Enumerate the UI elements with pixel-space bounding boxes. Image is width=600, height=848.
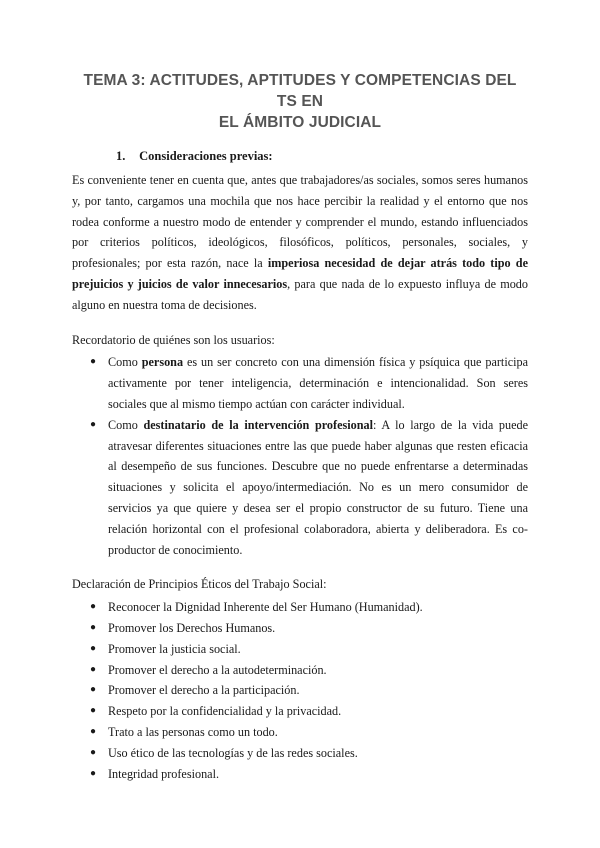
bullet-icon: ●	[90, 642, 97, 654]
list-item	[72, 415, 528, 561]
principle-text: Promover los Derechos Humanos.	[108, 620, 276, 635]
user-item-bold: persona	[141, 355, 184, 370]
page-title	[72, 70, 528, 133]
user-item-text: : A lo largo de la vida puede atravesar diferentes situaciones entre las que puede haber algunas que resten eficacia al desempeño de sus funciones. Descubre que no puede enfrentarse a determinadas situaciones y solicita el apoyo/intermediación. No es un mero consumidor de servicios ya que quiere y desea ser el propio constructor de su futuro. Tiene una relación horizontal con el profesional colaboradora, abierta y deliberadora. Es co-productor de conocimiento.	[108, 417, 529, 557]
list-item	[72, 743, 528, 764]
section-heading	[116, 149, 528, 164]
principle-text: Promover el derecho a la participación.	[108, 683, 300, 698]
list-item	[72, 764, 528, 785]
user-item-bold: destinatario de la intervención profesional	[143, 417, 373, 432]
principle-text: Promover el derecho a la autodeterminación.	[108, 662, 327, 677]
intro-text-part-2: , para que nada de lo expuesto influya de modo alguno en nuestra toma de decisiones.	[72, 276, 528, 312]
list-item	[72, 639, 528, 660]
principle-text: Promover la justicia social.	[108, 641, 241, 656]
bullet-icon: ●	[90, 684, 97, 696]
bullet-icon: ●	[90, 767, 97, 779]
bullet-icon: ●	[90, 418, 97, 430]
principle-text: Trato a las personas como un todo.	[108, 724, 278, 739]
user-item-prefix: Como	[108, 355, 142, 370]
section-heading-text: Consideraciones previas:	[139, 149, 273, 163]
bullet-icon: ●	[90, 356, 97, 368]
page-title-line-1: TEMA 3: ACTITUDES, APTITUDES Y COMPETENCIAS DEL TS EN	[83, 72, 517, 110]
bullet-icon: ●	[90, 705, 97, 717]
user-item-text: es un ser concreto con una dimensión física y psíquica que participa activamente por tener inteligencia, determinación e intencionalidad. Son seres sociales que al mismo tiempo actúan con carácter individual.	[108, 355, 529, 411]
bullet-icon: ●	[90, 621, 97, 633]
users-list	[72, 352, 528, 560]
bullet-icon: ●	[90, 725, 97, 737]
list-item	[72, 597, 528, 618]
bullet-icon: ●	[90, 663, 97, 675]
list-item	[72, 618, 528, 639]
intro-text-bold: imperiosa necesidad de dejar atrás todo tipo de prejuicios y juicios de valor innecesarios	[72, 256, 528, 291]
principle-text: Reconocer la Dignidad Inherente del Ser Humano (Humanidad).	[108, 600, 423, 615]
principles-intro: Declaración de Principios Éticos del Trabajo Social:	[72, 577, 327, 592]
section-number: 1.	[116, 149, 126, 163]
bullet-icon: ●	[90, 746, 97, 758]
principle-text: Respeto por la confidencialidad y la privacidad.	[108, 704, 342, 719]
users-intro: Recordatorio de quiénes son los usuarios:	[72, 332, 275, 347]
user-item-prefix: Como	[108, 417, 144, 432]
principle-text: Uso ético de las tecnologías y de las redes sociales.	[108, 745, 358, 760]
intro-paragraph	[72, 170, 528, 316]
bullet-icon: ●	[90, 601, 97, 613]
list-item	[72, 722, 528, 743]
intro-text-part-1: Es conveniente tener en cuenta que, antes que trabajadores/as sociales, somos seres humanos y, por tanto, cargamos una mochila que nos hace percibir la realidad y el entorno que nos rodea conforme a nuestro modo de entender y comprender el mundo, estando influenciados por criterios políticos, ideológicos, filosóficos, políticos, personales, sociales, y profesionales; por esta razón, nace la	[72, 173, 528, 271]
list-item	[72, 680, 528, 701]
list-item	[72, 352, 528, 414]
list-item	[72, 660, 528, 681]
page-title-line-2: EL ÁMBITO JUDICIAL	[218, 114, 382, 131]
principle-text: Integridad profesional.	[108, 766, 220, 781]
list-item	[72, 701, 528, 722]
principles-list	[72, 597, 528, 784]
